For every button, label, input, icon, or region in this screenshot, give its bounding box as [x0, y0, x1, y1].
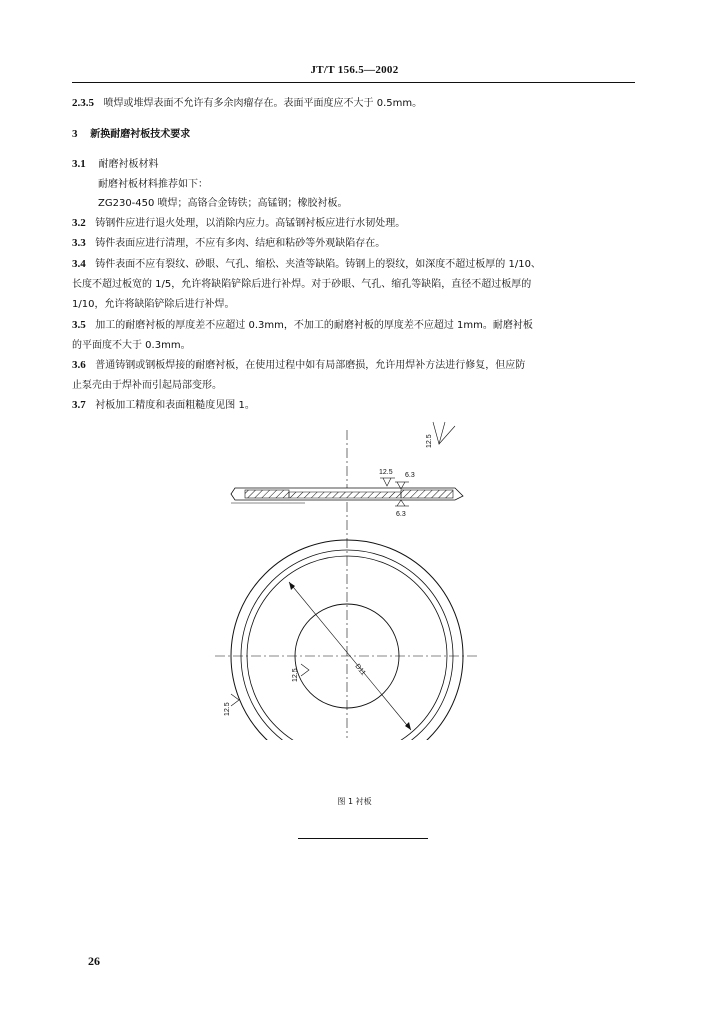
clause-number: 3.5 [72, 319, 86, 331]
clause-text: 衬板加工精度和表面粗糙度见图 1。 [95, 400, 255, 411]
clause-number: 2.3.5 [72, 97, 94, 109]
roughness-label-outer: 12.5 [224, 702, 231, 716]
standard-header: JT/T 156.5—2002 [310, 64, 399, 76]
clause-number: 3.4 [72, 258, 86, 270]
plate-cross-section [231, 488, 463, 503]
clause-3-3 [72, 236, 652, 251]
diameter-label: D11 [353, 662, 367, 677]
clause-3-5-line-2: 的平面度不大于 0.3mm。 [72, 340, 191, 351]
clause-2-3-5 [72, 96, 652, 111]
page-number: 26 [88, 954, 100, 968]
clause-text: 普通铸钢或钢板焊接的耐磨衬板，在使用过程中如有局部磨损，允许用焊补方法进行修复，但应防 [95, 360, 526, 371]
clause-text: 铸件表面应进行清理，不应有多肉、结疤和粘砂等外观缺陷存在。 [95, 238, 386, 249]
roughness-symbol-mid-top [395, 472, 415, 489]
clause-3-7 [72, 398, 652, 413]
clause-number: 3.2 [72, 217, 86, 229]
section-title: 新换耐磨衬板技术要求 [90, 129, 191, 140]
clause-3-6 [72, 358, 652, 373]
clause-3-5 [72, 318, 652, 333]
clause-text: 铸钢件应进行退火处理，以消除内应力。高锰钢衬板应进行水韧处理。 [95, 218, 406, 229]
clause-3-4-line-2: 长度不超过板宽的 1/5，允许将缺陷铲除后进行补焊。对于砂眼、气孔、缩孔等缺陷，直径不超过板厚的 [72, 279, 532, 290]
liner-plate-drawing [205, 420, 485, 740]
clause-number: 3.3 [72, 237, 86, 249]
roughness-label-left-top: 12.5 [379, 469, 393, 476]
clause-text: 加工的耐磨衬板的厚度差不应超过 0.3mm，不加工的耐磨衬板的厚度差不应超过 1mm。耐磨衬板 [95, 320, 533, 331]
section-number: 3 [72, 128, 78, 140]
clause-3-2 [72, 216, 652, 231]
clause-text: 耐磨衬板材料 [98, 159, 159, 170]
roughness-label-mid-top: 6.3 [405, 472, 415, 479]
plate-plan-view [215, 540, 480, 740]
clause-number: 3.7 [72, 399, 86, 411]
header-rule [72, 82, 635, 83]
roughness-symbol-below [395, 500, 409, 518]
figure-caption: 图 1 衬板 [337, 797, 372, 806]
clause-number: 3.6 [72, 359, 86, 371]
clause-3-1-line-b: ZG230-450 喷焊；高铬合金铸铁；高锰钢；橡胶衬板。 [98, 198, 348, 209]
roughness-label-top-right: 12.5 [426, 434, 433, 448]
clause-3-1 [72, 157, 652, 172]
clause-3-6-line-2: 止泵壳由于焊补而引起局部变形。 [72, 380, 222, 391]
clause-text: 喷焊或堆焊表面不允许有多余肉瘤存在。表面平面度应不大于 0.5mm。 [103, 98, 423, 109]
roughness-symbol-top-right [426, 422, 455, 448]
clause-3-1-line-a: 耐磨衬板材料推荐如下： [98, 179, 208, 190]
clause-3-4 [72, 257, 652, 272]
section-3-heading [72, 127, 652, 142]
clause-number: 3.1 [72, 158, 86, 170]
footer-rule [298, 838, 428, 839]
clause-text: 铸件表面不应有裂纹、砂眼、气孔、缩松、夹渣等缺陷。铸钢上的裂纹，如深度不超过板厚的 1/10、 [95, 259, 541, 270]
roughness-symbol-left-top [379, 469, 395, 486]
roughness-symbol-outer [224, 694, 239, 716]
clause-3-4-line-3: 1/10，允许将缺陷铲除后进行补焊。 [72, 299, 235, 310]
roughness-label-inner: 12.5 [292, 668, 299, 682]
roughness-label-below: 6.3 [396, 511, 406, 518]
